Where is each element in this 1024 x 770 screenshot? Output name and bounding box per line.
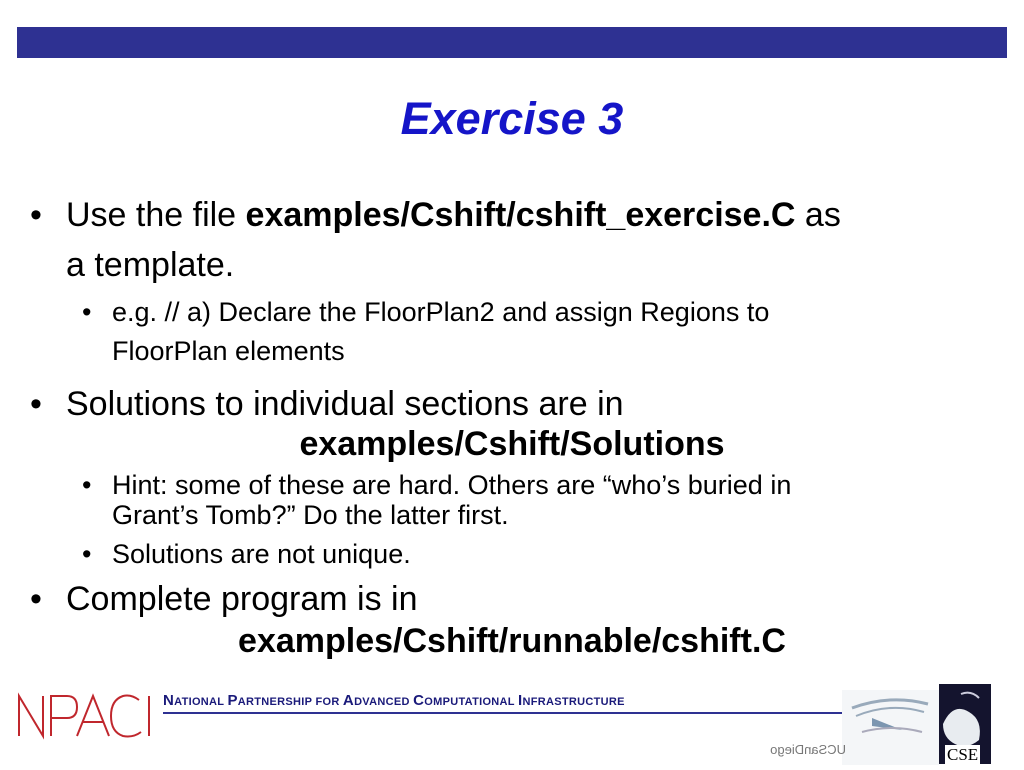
sub-bullet-text: Hint: some of these are hard. Others are “who’s buried in [112,470,792,500]
sub-bullet-text: Grant’s Tomb?” Do the latter first. [112,500,509,530]
sub-bullet-text: FloorPlan elements [112,336,345,366]
bullet-icon: • [82,539,92,569]
bullet-icon: • [82,297,92,327]
bullet-icon: • [30,196,42,234]
file-path: examples/Cshift/cshift_exercise.C [245,196,796,234]
bullet-text: a template. [66,246,235,284]
footer-organization: NATIONAL PARTNERSHIP FOR ADVANCED COMPUTATIONAL INFRASTRUCTURE [163,692,625,709]
sub-bullet-text: Solutions are not unique. [112,539,411,569]
header-bar [17,27,1007,58]
npaci-logo [15,690,160,740]
bullet-icon: • [30,385,42,423]
slide-title: Exercise 3 [400,93,624,144]
program-path: examples/Cshift/runnable/cshift.C [238,622,786,660]
bullet-text: as [795,196,841,234]
ucsd-logo [770,690,939,765]
sub-bullet-text: e.g. // a) Declare the FloorPlan2 and assign Regions to [112,297,770,327]
bullet-icon: • [82,470,92,500]
bullet-text: Complete program is in [66,580,418,618]
footer-divider [163,712,843,714]
bullet-text: Use the file [66,196,246,234]
solutions-path: examples/Cshift/Solutions [299,425,725,463]
bullet-text: Solutions to individual sections are in [66,385,624,423]
svg-text:UCSanDiego: UCSanDiego [770,742,846,757]
bullet-icon: • [30,580,42,618]
cse-label: CSE [947,745,979,764]
